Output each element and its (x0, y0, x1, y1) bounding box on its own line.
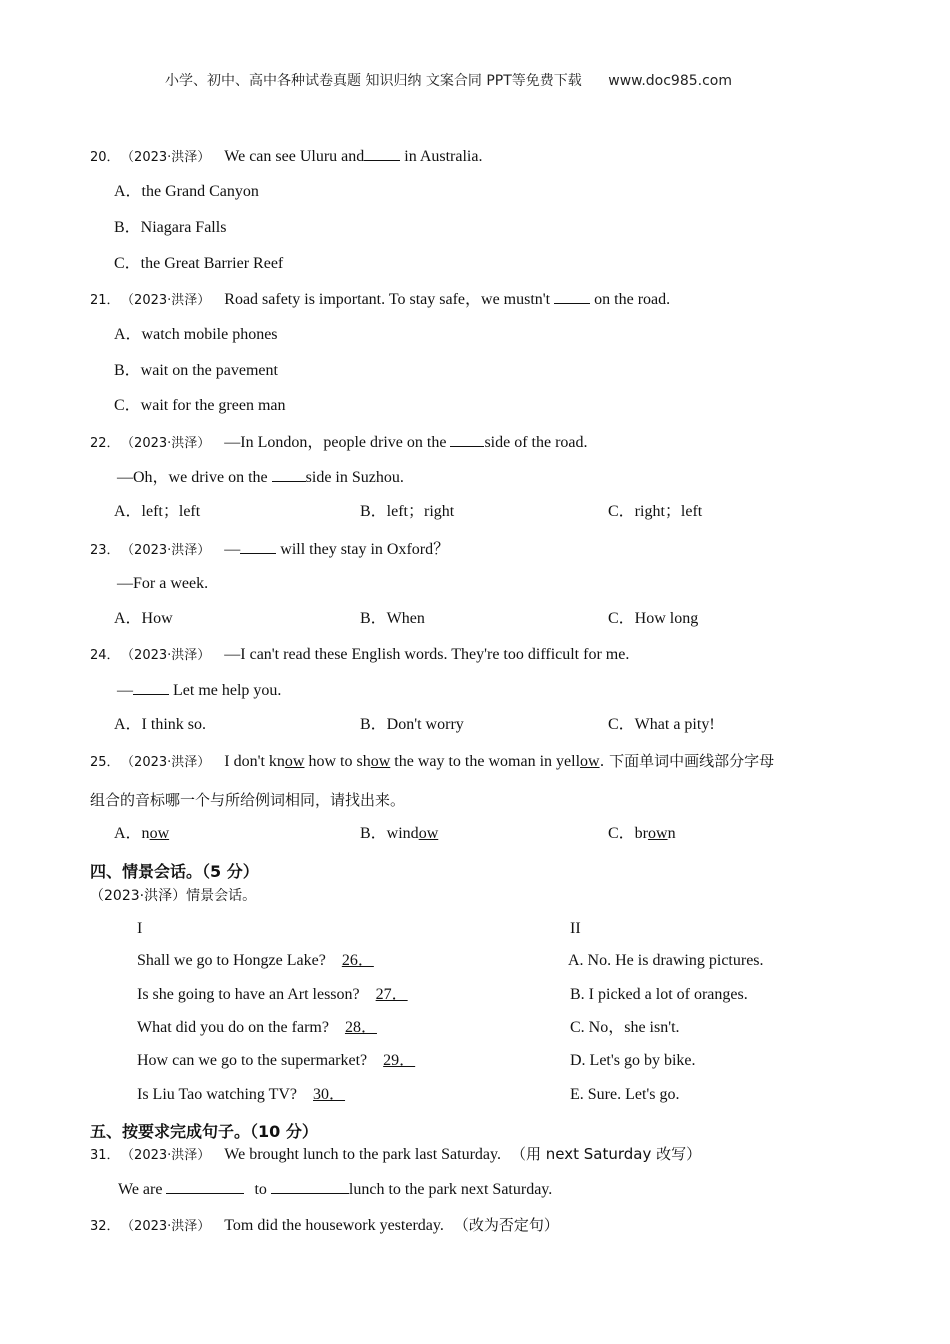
question-23 (90, 539, 449, 561)
dialog-answer: E. Sure. Let's go. (570, 1086, 680, 1103)
question-21 (90, 289, 670, 311)
section-5-title: 五、按要求完成句子。（10 分） (90, 1122, 318, 1141)
underlined-letters: ow (418, 825, 439, 842)
question-text: We can see Uluru and (224, 148, 365, 165)
question-text: We brought lunch to the park last Saturday. (224, 1146, 501, 1163)
question-text: Tom did the housework yesterday. (224, 1217, 444, 1234)
dialog-question-text: How can we go to the supermarket? (137, 1052, 368, 1069)
question-number: 32． (90, 1219, 120, 1234)
dialog-answer: B. I picked a lot of oranges. (570, 986, 748, 1003)
question-text: how to sh (304, 753, 371, 770)
option-c: C．the Great Barrier Reef (114, 255, 284, 272)
answer-text: lunch to the park next Saturday. (348, 1181, 553, 1198)
option-a: A．left；left (114, 503, 201, 520)
dialog-question-text: Shall we go to Hongze Lake? (137, 952, 326, 969)
question-text: —In London，people drive on the (224, 434, 451, 451)
option-a: A．I think so. (114, 716, 207, 733)
question-number: 23． (90, 543, 120, 558)
answer-blank (364, 146, 400, 161)
answer-blank-number: 28． (344, 1019, 377, 1036)
option-text: B．wind (360, 825, 419, 842)
question-source: （2023·洪泽） (127, 648, 211, 663)
dialog-question (137, 1085, 357, 1105)
option-c: C．How long (608, 610, 699, 627)
answer-blank (133, 680, 169, 695)
answer-blank (272, 467, 306, 482)
question-number: 25． (90, 755, 120, 770)
question-32 (90, 1215, 559, 1237)
question-text: — (117, 682, 133, 699)
question-text: the way to the woman in yell (390, 753, 581, 770)
option-b: B．When (360, 610, 425, 627)
question-source: （2023·洪泽） (127, 755, 211, 770)
question-text-tail: side of the road. (484, 434, 588, 451)
option-text: A．n (114, 825, 150, 842)
question-source: （2023·洪泽） (127, 543, 211, 558)
header-site: www.doc985.com (608, 73, 732, 89)
dialog-answer: A. No. He is drawing pictures. (568, 952, 764, 969)
header-text: 小学、初中、高中各种试卷真题 知识归纳 文案合同 PPT等免费下载 (165, 73, 582, 89)
answer-blank-number: 26． (341, 952, 374, 969)
dialog-question-text: Is she going to have an Art lesson? (137, 986, 360, 1003)
question-31 (90, 1144, 701, 1166)
question-source: （2023·洪泽） (127, 1219, 211, 1234)
question-number: 21． (90, 293, 120, 308)
option-text: n (667, 825, 676, 842)
question-24-line2 (117, 680, 281, 701)
dialog-answer: D. Let's go by bike. (570, 1052, 696, 1069)
answer-text: to (250, 1181, 271, 1198)
answer-text: We are (118, 1181, 167, 1198)
question-31-answer-line (118, 1179, 552, 1200)
question-25 (90, 751, 774, 773)
answer-blank (271, 1179, 349, 1194)
question-text-tail: on the road. (590, 291, 671, 308)
option-b: B．Don't worry (360, 716, 464, 733)
question-source: （2023·洪泽） (127, 436, 211, 451)
question-text-tail: will they stay in Oxford？ (276, 541, 450, 558)
option-a (114, 824, 169, 844)
option-b (360, 824, 438, 844)
question-text: —I can't read these English words. They're too difficult for me. (224, 646, 630, 663)
dialog-answer: C. No，she isn't. (570, 1019, 680, 1036)
answer-blank-number: 30． (313, 1086, 346, 1103)
question-text-tail: in Australia. (400, 148, 483, 165)
dialog-question (137, 985, 420, 1005)
page-header (165, 70, 732, 90)
option-text: C．br (608, 825, 649, 842)
answer-blank (166, 1179, 244, 1194)
option-a: A．the Grand Canyon (114, 183, 259, 200)
question-text: I don't kn (224, 753, 285, 770)
question-source: （2023·洪泽） (127, 293, 211, 308)
answer-blank (240, 539, 276, 554)
option-b: B．Niagara Falls (114, 219, 227, 236)
question-24 (90, 645, 629, 666)
question-number: 22． (90, 436, 120, 451)
option-a: A．How (114, 610, 173, 627)
question-text-tail: Let me help you. (169, 682, 282, 699)
question-23-line2: —For a week. (117, 575, 209, 592)
question-20 (90, 146, 482, 168)
underlined-letters: ow (580, 753, 600, 770)
answer-blank (450, 432, 484, 447)
underlined-letters: ow (149, 825, 170, 842)
option-c: C．What a pity! (608, 716, 715, 733)
question-text: — (224, 541, 241, 558)
question-source: （2023·洪泽） (127, 150, 211, 165)
option-b: B．wait on the pavement (114, 362, 278, 379)
question-source: （2023·洪泽） (127, 1148, 211, 1163)
option-a: A．watch mobile phones (114, 326, 278, 343)
question-number: 31． (90, 1148, 120, 1163)
question-text-tail: side in Suzhou. (305, 469, 404, 486)
question-22-line2 (117, 467, 404, 488)
question-25-line2: 组合的音标哪一个与所给例词相同，请找出来。 (90, 791, 406, 809)
question-text: Road safety is important. To stay safe，we mustn't (224, 291, 555, 308)
dialog-question-text: Is Liu Tao watching TV? (137, 1086, 298, 1103)
question-instruction: （改为否定句） (453, 1216, 559, 1234)
answer-blank-number: 27． (375, 986, 408, 1003)
question-instruction: . 下面单词中画线部分字母 (599, 752, 775, 770)
dialog-question (137, 951, 386, 971)
column-2-heading: II (570, 920, 581, 937)
option-c (608, 824, 676, 844)
dialog-question (137, 1018, 389, 1038)
dialog-question (137, 1051, 427, 1071)
option-b: B．left；right (360, 503, 455, 520)
question-number: 20． (90, 150, 120, 165)
question-22 (90, 432, 588, 454)
question-instruction: （用 next Saturday 改写） (510, 1145, 702, 1163)
option-c: C．right；left (608, 503, 703, 520)
column-1-heading: I (137, 920, 143, 937)
question-number: 24． (90, 648, 120, 663)
underlined-letters: ow (370, 753, 391, 770)
question-text: —Oh，we drive on the (117, 469, 272, 486)
dialog-question-text: What did you do on the farm? (137, 1019, 329, 1036)
underlined-letters: ow (648, 825, 668, 842)
underlined-letters: ow (284, 753, 305, 770)
section-4-intro: （2023·洪泽）情景会话。 (90, 888, 257, 904)
section-4-title: 四、情景会话。（5 分） (90, 862, 259, 881)
answer-blank-number: 29． (383, 1052, 416, 1069)
answer-blank (554, 289, 590, 304)
option-c: C．wait for the green man (114, 397, 286, 414)
